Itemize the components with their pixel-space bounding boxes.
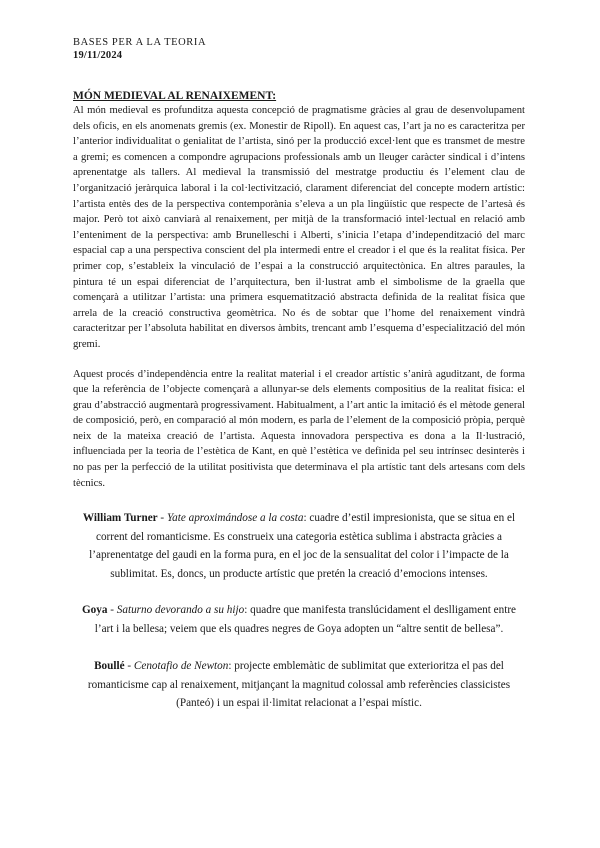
artist-name: Boullé [94,660,125,673]
artwork-description: : quadre que manifesta translúcidament el deslligament entre l’art i la bellesa; veiem que els quadres negres de Goya adopten un “altre sentit de bellesa”. [94,604,517,635]
artwork-title: Cenotafio de Newton [133,660,229,673]
document-body [73,89,525,713]
document-header [73,36,206,62]
artwork-description: : projecte emblemàtic de sublimitat que exterioritza el pas del romanticisme cap al renaixement, mitjançant la magnitud colossal amb referències classicistes (Panteó) i un espai il·limitat relacionat a l’espai místic. [87,660,511,710]
entry-separator: - [107,604,117,617]
course-title: BASES PER A LA TEORIA [73,37,207,48]
artwork-entry-turner [73,509,525,583]
artwork-title: Yate aproximándose a la costa [166,512,304,525]
paragraph-independence: Aquest procés d’independència entre la realitat material i el creador artístic s’anirà aguditzant, de forma que la referència de l’objecte començarà a allunyar-se dels elements compositius de la realitat física: el grau d’abstracció augmentarà progressivament. Habitualment, a l’art antic la imitació és el mètode general de composició, però, en comparació al món modern, es parla de l’element de la composició pròpia, perquè neix de la mateixa creació de l’artista. Aquesta innovadora perspectiva es dona a la Il·lustració, influenciada per la teoria de l’estètica de Kant, en què l’estètica ve definida pel seu intrínsec desinterès i no pas per la perfecció de la utilitat positivista que determinava el pla artístic tant dels artesans com dels tècnics. [73,368,525,489]
entry-separator: - [157,512,167,525]
entry-separator: - [124,660,134,673]
artwork-entry-boulle [73,657,525,713]
artist-name: Goya [81,604,108,617]
artist-name: William Turner [82,512,158,525]
document-date: 19/11/2024 [73,50,123,61]
artwork-entry-goya [73,601,525,638]
artwork-description: : cuadre d’estil impresionista, que se situa en el corrent del romanticisme. Es construeix una categoria estètica sublima i abstracta gràcies a l’aprenentatge del gaudi en la forma pura, en el joc de la sensualitat del color i l’impacte de la sublimitat. Es, doncs, un producte artístic que pretén la creació d’emocions intenses. [89,512,516,580]
paragraph-medieval: Al món medieval es profunditza aquesta concepció de pragmatisme gràcies al grau de desenvolupament dels oficis, en els anomenats gremis (ex. Monestir de Ripoll). En aquest cas, l’art ja no es caracteritza per l’anterior individualitat o genialitat de l’artista, sinó per la producció excel·lent que es transmet de mestre a gremi; es comencen a compondre agrupacions professionals amb un lleuger caràcter sindical i d’intens aprenentatge als tallers. Al medieval la transmissió del mestratge productiu és l’element clau de l’organització jeràrquica laboral i la col·lectivització, clarament diferenciat del concepte modern artístic: l’artista entès des de la perspectiva contemporània s’eleva a un pla lingüístic que respecte de l’artesà és major. Però tot això canviarà al renaixement, per mitjà de la transformació intel·lectual en relació amb l’enteniment de la perspectiva: amb Brunelleschi i Alberti, s’inicia l’etapa d’independització del marc espacial cap a una perspectiva conscient del pla intermedi entre el creador i el que és la realitat física. Per primer cop, s’estableix la vinculació de l’espai a la construcció arquitectònica. En altres paraules, la pintura té un espai diferenciat de l’arquitectura, ben il·lustrat amb el simbolisme de la graella que començarà a utilitzar l’artista: una primera esquematització abstracta definida de la realitat física que arrela de la creació constructiva geomètrica. No és de sobtar que l’home del renaixement vindrà caracteritzar per l’absoluta habilitat en diversos àmbits, trencant amb l’esquema d’especialització del món gremi. [73,105,525,350]
section-title: MÓN MEDIEVAL AL RENAIXEMENT: [73,90,277,102]
artwork-title: Saturno devorando a su hijo [116,604,245,617]
